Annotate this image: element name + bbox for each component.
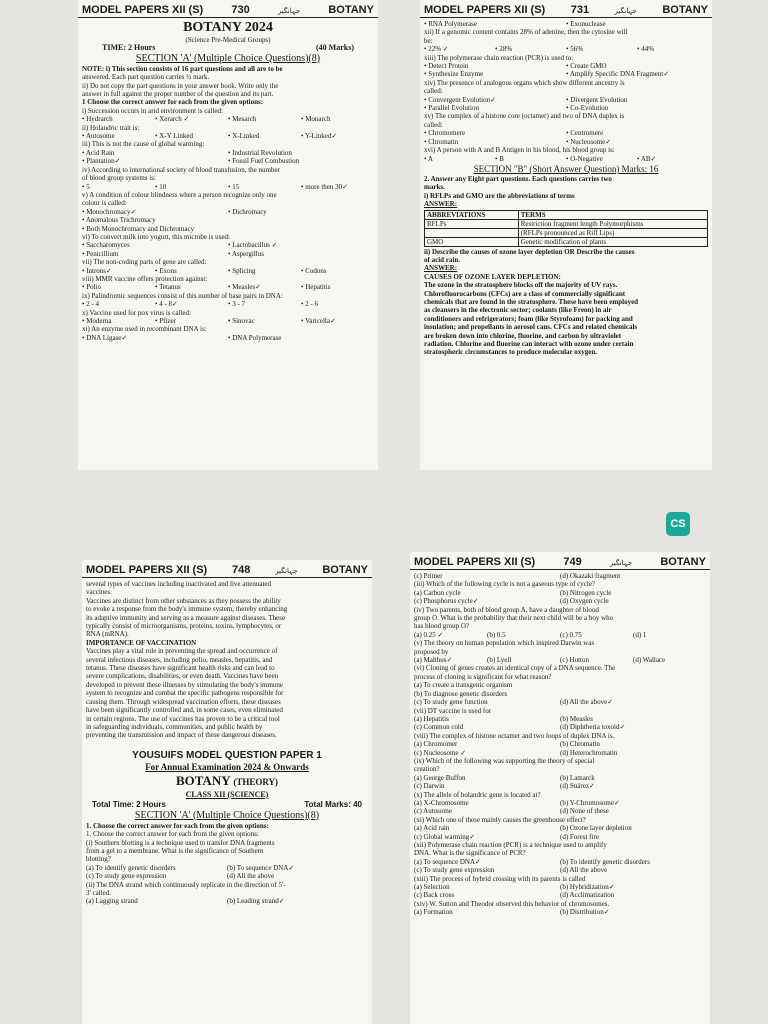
- options-row: • Autosome • X-Y Linked • X-Linked • Y-Linked✓: [82, 132, 338, 141]
- camscanner-badge: CS: [666, 512, 690, 536]
- paper-subtitle: (Science Pre-Medical Groups): [185, 36, 271, 44]
- header-subject: BOTANY: [660, 556, 706, 568]
- header-label: MODEL PAPERS XII (S): [424, 4, 546, 16]
- options-row: • Moderna • Pfizer • Sinovac • Varicella✓: [82, 317, 336, 325]
- options-row: • Plantation✓ • Fossil Fuel Combustion: [82, 157, 300, 166]
- body-line: tetanus. These diseases have significant health risks and can lead to: [86, 664, 275, 673]
- page-number: 730: [231, 4, 250, 16]
- options-row: (c) Global warming✓ (d) Forest fire: [414, 832, 599, 841]
- question: (i) Southern blotting is a technique used to transfer DNA fragments: [86, 838, 275, 847]
- options-row: (a) Carbon cycle (b) Nitrogen cycle: [414, 588, 612, 597]
- body-line: stratospheric circumstances to produce molecular oxygen.: [424, 348, 598, 357]
- body-line: in certain regions. The use of vaccines has proven to be a critical tool: [86, 714, 280, 723]
- question: vi) To convert milk into yogurt, this microbe is used:: [82, 232, 230, 241]
- class-line: CLASS XII (SCIENCE): [185, 789, 269, 799]
- body-line: have been significantly controlled and, in some cases, even eliminated: [86, 706, 283, 715]
- question: be:: [424, 36, 433, 45]
- option: (a) To create a transgenic organism: [414, 681, 513, 690]
- body-line: several types of vaccines including inactivated and live attenuated: [86, 580, 272, 588]
- botany-theory-title: BOTANY (THEORY): [175, 772, 279, 788]
- body-line: conditioners and refrigerators; foam (like Styrofoam) for packing and: [424, 314, 633, 323]
- options-row: (c) Back cross (d) Acclimatization: [414, 891, 615, 900]
- body-line: developed to prevent these illnesses by stimulating the body's immune: [86, 680, 284, 689]
- options-row: (a) George Buffon (b) Lamarck: [414, 773, 595, 782]
- options-row: • Convergent Evolution✓ • Divergent Evolution: [424, 95, 628, 104]
- body-line: to evoke a response from the body's immune system, thereby enhancing: [86, 605, 288, 614]
- options-row: (c) To study gene expression (d) All the above: [414, 866, 608, 875]
- publisher-mark: جہانگیر: [614, 8, 637, 15]
- section-b-heading: SECTION "B" (Short Answer Question) Marks: 16: [473, 163, 659, 174]
- header-label: MODEL PAPERS XII (S): [86, 564, 208, 576]
- publisher-mark: جہانگیر: [275, 568, 298, 575]
- question: x) Vaccine used for pox virus is called:: [82, 308, 191, 317]
- importance-heading: IMPORTANCE OF VACCINATION: [86, 638, 197, 647]
- body-line: Vaccines are distinct from other substances as they possess the ability: [86, 596, 281, 605]
- question: (iii) Which of the following cycle is not a gaseous type of cycle?: [414, 580, 596, 589]
- body-line: preventing the transmission and impact of these dangerous diseases.: [86, 731, 277, 740]
- question: of acid rain.: [424, 255, 460, 264]
- question: xv) The complex of a histone core (octamer) and two of DNA duplex is: [424, 112, 625, 121]
- page-header: [410, 552, 710, 570]
- options-row: • A • B • O-Negative • AB✓: [424, 154, 657, 163]
- options-row: (a) 0.25 ✓ (b) 0.5 (c) 0.75 (d) 1: [414, 630, 647, 639]
- options-row: (a) Chromomer (b) Chromatin: [414, 740, 600, 749]
- question: (ix) Which of the following was supporting the theory of special: [414, 756, 595, 765]
- options-row: (a) Hepatitis (b) Measles: [414, 714, 593, 723]
- options-row: • Detect Protein • Create GMO: [424, 62, 607, 71]
- body-line: vaccines.: [86, 588, 112, 597]
- question: called:: [424, 87, 443, 96]
- publisher-mark: جہانگیر: [609, 560, 633, 567]
- options-row: (a) X-Chromosome (b) Y-Chromosome✓: [414, 798, 620, 807]
- question: DNA. What is the significance of PCR?: [414, 849, 526, 858]
- option: (b) To diagnose genetic disorders: [414, 689, 508, 698]
- options-row: (c) Nucleosome ✓ (d) Heterochromatin: [414, 748, 618, 757]
- page-header: [420, 0, 712, 18]
- body-line: causing them. Through widespread vaccination efforts, these diseases: [86, 697, 281, 706]
- table-row: RFLPs Restriction fragment length Polymorphisms: [425, 219, 708, 228]
- page-number: 731: [570, 4, 590, 16]
- options-row: (c) Primer (d) Okazaki fragment: [414, 572, 621, 580]
- yousuf-title: YOUSUIFS MODEL QUESTION PAPER 1: [132, 749, 322, 761]
- options-row: • Synthesize Enzyme • Amplify Specific DNA Fragment✓: [424, 70, 670, 79]
- options-row: • Monochromacy✓ • Dichromacy: [82, 207, 267, 216]
- options-row: (c) Autosome (d) None of these: [414, 807, 609, 816]
- options-row: • DNA Ligase✓ • DNA Polymerase: [82, 333, 282, 342]
- options-row: (c) To study gene function (d) All the above✓: [414, 698, 614, 707]
- header-label: MODEL PAPERS XII (S): [414, 556, 536, 568]
- question: xii) If a genomic content contains 28% of adenine, then the cytosine will: [424, 28, 628, 37]
- question: xiii) The polymerase chain reaction (PCR) is used to:: [424, 53, 574, 62]
- options-row: • Acid Rain • Industrial Revolution: [82, 148, 292, 157]
- question: viii) MMR vaccine offers protection against:: [82, 274, 208, 283]
- instruction: 2. Answer any Eight part questions. Each questions carries two: [424, 174, 612, 183]
- body-line: insulation; and propellants in aerosol cans. CFCs and related chemicals: [424, 323, 638, 332]
- options-row: (a) Selection (b) Hybridization✓: [414, 883, 615, 892]
- question: i) Succession occurs in arid environment is called:: [82, 106, 223, 115]
- body-line: are broken down into chlorine, fluorine, and carbon by ultraviolet: [424, 331, 622, 340]
- options-row: (a) Acid rain (b) Ozone layer depletion: [414, 824, 632, 833]
- text-line: NOTE: i) This section consists of 16 part questions and all are to be: [82, 64, 283, 73]
- question: xvi) A person with A and B Antigen in his blood, his blood group is:: [424, 146, 615, 155]
- options-row: • 22% ✓ • 28% • 56% • 44%: [424, 45, 655, 54]
- body-line: severe complications, disabilities, or even death. Vaccines have been: [86, 672, 279, 681]
- options-row: (c) Phosphorus cycle✓ (d) Oxygen cycle: [414, 597, 609, 606]
- options-row: • Introns✓ • Exons • Splicing • Codons: [82, 266, 327, 275]
- table-row: (RFLPs pronounced as Riff Lips): [425, 228, 708, 237]
- abbreviations-table: [424, 210, 708, 247]
- question: from a gel to a membrane. What is the significance of Southern: [86, 846, 264, 855]
- options-row: (c) Darwin (d) Suárez✓: [414, 782, 595, 791]
- text-line: answered. Each part question carries ½ mark.: [82, 73, 210, 82]
- page-748: [82, 560, 372, 1024]
- question: vii) The non-coding parts of gene are called:: [82, 258, 207, 267]
- question: (iv) Two parents, both of blood group A, have a daughter of blood: [414, 605, 599, 614]
- table-row: GMO Genetic modification of plants: [425, 237, 708, 246]
- options-row: (a) Malthus✓ (b) Lyell (c) Hutton (d) Wallace: [414, 656, 666, 665]
- page-number: 748: [232, 564, 251, 576]
- header-subject: BOTANY: [322, 564, 368, 576]
- option: • Both Monochromacy and Dichromacy: [82, 224, 195, 233]
- question: (xiii) The process of hybrid crossing with its parents is called: [414, 874, 586, 883]
- question: 3' called.: [86, 888, 111, 897]
- body-line: typically consist of microorganisms, proteins, toxins, lymphocytes, or: [86, 622, 282, 631]
- question: (vii) DT vaccine is used for: [414, 706, 492, 715]
- question: (ii) The DNA strand which continuously replicate in the direction of 5'-: [86, 880, 286, 889]
- instruction: 1. Choose the correct answer for each from the given options:: [86, 830, 259, 839]
- question: (xi) Which one of these mainly causes the greenhouse effect?: [414, 815, 586, 824]
- options-row: • 2 - 4 • 4 - 8✓ • 3 - 7 • 2 - 6: [82, 300, 319, 309]
- question: (xii) Polymerase chain reaction (PCR) is a technique used to amplify: [414, 841, 607, 849]
- options-row: (a) To identify genetic disorders (b) To sequence DNA✓: [86, 863, 295, 872]
- question: v) A condition of colour blindness where a person recognize only one: [82, 190, 277, 199]
- options-row: (c) Common cold (d) Diphtheria toxoid✓: [414, 723, 626, 732]
- text-line: answer in full against the proper number of the question and its part.: [82, 90, 274, 99]
- page-730: [78, 0, 378, 470]
- header-subject: BOTANY: [662, 4, 708, 16]
- option: • Anomalous Trichromacy: [82, 216, 156, 225]
- body-line: system to recognize and combat the specific pathogens responsible for: [86, 689, 284, 698]
- marks-label: (40 Marks): [316, 43, 354, 53]
- page-749: [410, 552, 710, 1024]
- annual-exam-line: For Annual Examination 2024 & Onwards: [145, 761, 309, 772]
- page-header: [78, 0, 378, 18]
- options-row: • Penicillium • Aspergillus: [82, 249, 264, 258]
- question: (vi) Cloning of genes creates an identical copy of a DNA sequence. The: [414, 664, 616, 673]
- question: xiv) The presence of analogous organs which show different ancestry is: [424, 78, 625, 87]
- options-row: • Hydrarch • Xerarch ✓ • Mesarch • Monarch: [82, 115, 331, 124]
- question: process of cloning is significant for what reason?: [414, 672, 552, 681]
- page-731: [420, 0, 712, 470]
- question: iv) According to international society of blood transfusion, the number: [82, 165, 280, 174]
- options-row: • Polio • Tetanus • Measles✓ • Hepatitis: [82, 283, 331, 292]
- time-label: TIME: 2 Hours: [102, 43, 156, 53]
- question: ii) Describe the causes of ozone layer depletion OR Describe the causes: [424, 247, 635, 256]
- question: proposed by: [414, 647, 449, 656]
- body-line: Vaccines play a vital role in preventing the spread and occurrence of: [86, 647, 278, 656]
- table-header-row: ABBREVIATIONS TERMS: [425, 210, 708, 219]
- question: has blood group O?: [414, 622, 470, 631]
- options-row: • Chromatin • Nucleosome✓: [424, 137, 612, 146]
- question: iii) This is not the cause of global warming:: [82, 140, 205, 149]
- section-a-heading: SECTION 'A' (Multiple Choice Questions)(8): [135, 52, 321, 64]
- question: creation?: [414, 765, 440, 774]
- time-marks-row: [82, 44, 374, 52]
- options-row: (a) Formation (b) Distribution✓: [414, 908, 610, 917]
- question: ii) Holandric trait is:: [82, 123, 140, 132]
- question: of blood group systems is:: [82, 174, 156, 183]
- body-line: radiation. Chlorine and fluorine can interact with ozone under certain: [424, 340, 634, 348]
- question: i) RFLPs and GMO are the abbreviations of terms: [424, 191, 575, 200]
- text-line: 1 Choose the correct answer for each from the given options:: [82, 98, 264, 107]
- paper-title: BOTANY 2024: [183, 20, 273, 35]
- question: called:: [424, 120, 443, 129]
- options-row: (c) To study gene expression (d) All the above: [86, 872, 275, 881]
- publisher-mark: جہانگیر: [277, 8, 301, 15]
- body-line: as cleansers in the electronic sector; coolants (like Freon) in air: [424, 306, 612, 315]
- options-row: (a) Lagging strand (b) Leading strand✓: [86, 897, 285, 906]
- text-line: ii) Do not copy the part questions in your answer book. Write only the: [82, 81, 279, 90]
- header-subject: BOTANY: [328, 4, 374, 16]
- body-line: RNA (mRNA).: [86, 630, 129, 639]
- options-row: (a) To sequence DNA✓ (b) To identify genetic disorders: [414, 857, 650, 866]
- options-row: • Chromomere • Centromere: [424, 129, 604, 138]
- options-row: • RNA Polymerase • Exonuclease: [424, 20, 606, 28]
- options-row: • Parallel Evolution • Co-Evolution: [424, 104, 609, 113]
- answer-label: ANSWER:: [424, 200, 458, 209]
- body-line: The ozone in the stratosphere blocks off the majority of UV rays.: [424, 281, 618, 290]
- body-line: Chlorofluorocarbons (CFCs) are a class of commercially significant: [424, 289, 626, 298]
- options-row: • 5 • 10 • 15 • more then 30✓: [82, 182, 349, 191]
- page-header: [82, 560, 372, 578]
- question: (viii) The complex of histone octamer and two loops of duplex DNA is.: [414, 731, 615, 740]
- page-number: 749: [563, 556, 582, 568]
- header-label: MODEL PAPERS XII (S): [82, 4, 204, 16]
- body-line: chemicals that are found in the stratosphere. These have been employed: [424, 297, 639, 306]
- question: xi) An enzyme used in recombinant DNA is:: [82, 325, 207, 334]
- question: (v) The theory on human population which inspired Darwin was: [414, 639, 595, 648]
- body-line: in safeguarding individuals, communities, and public health by: [86, 722, 263, 731]
- body-line: its adaptive immunity and serving as a measure against diseases. These: [86, 613, 286, 622]
- instruction: 1. Choose the correct answer for each from the given options:: [86, 821, 269, 830]
- body-line: several infectious diseases, including polio, measles, hepatitis, and: [86, 655, 273, 664]
- question: group O. What is the probability that their next child will be a boy who: [414, 614, 614, 623]
- answer-label: ANSWER:: [424, 264, 458, 273]
- instruction: marks.: [424, 183, 445, 192]
- question: ix) Palindromic sequences consist of this number of base pairs in DNA:: [82, 291, 283, 300]
- question: (x) The allele of holandric gene is located at?: [414, 790, 541, 799]
- ozone-heading: CAUSES OF OZONE LAYER DEPLETION:: [424, 272, 561, 281]
- question: colour is called:: [82, 199, 127, 208]
- section-a-heading: SECTION 'A' (Multiple Choice Questions)(8): [134, 809, 320, 821]
- time-marks-row: Total Time: 2 Hours Total Marks: 40: [92, 799, 362, 809]
- options-row: • Saccharomyces • Lactobacillus ✓: [82, 241, 278, 250]
- question: blotting?: [86, 855, 111, 864]
- question: (xiv) W. Sutton and Theodor observed this behavior of chromosomes.: [414, 899, 610, 908]
